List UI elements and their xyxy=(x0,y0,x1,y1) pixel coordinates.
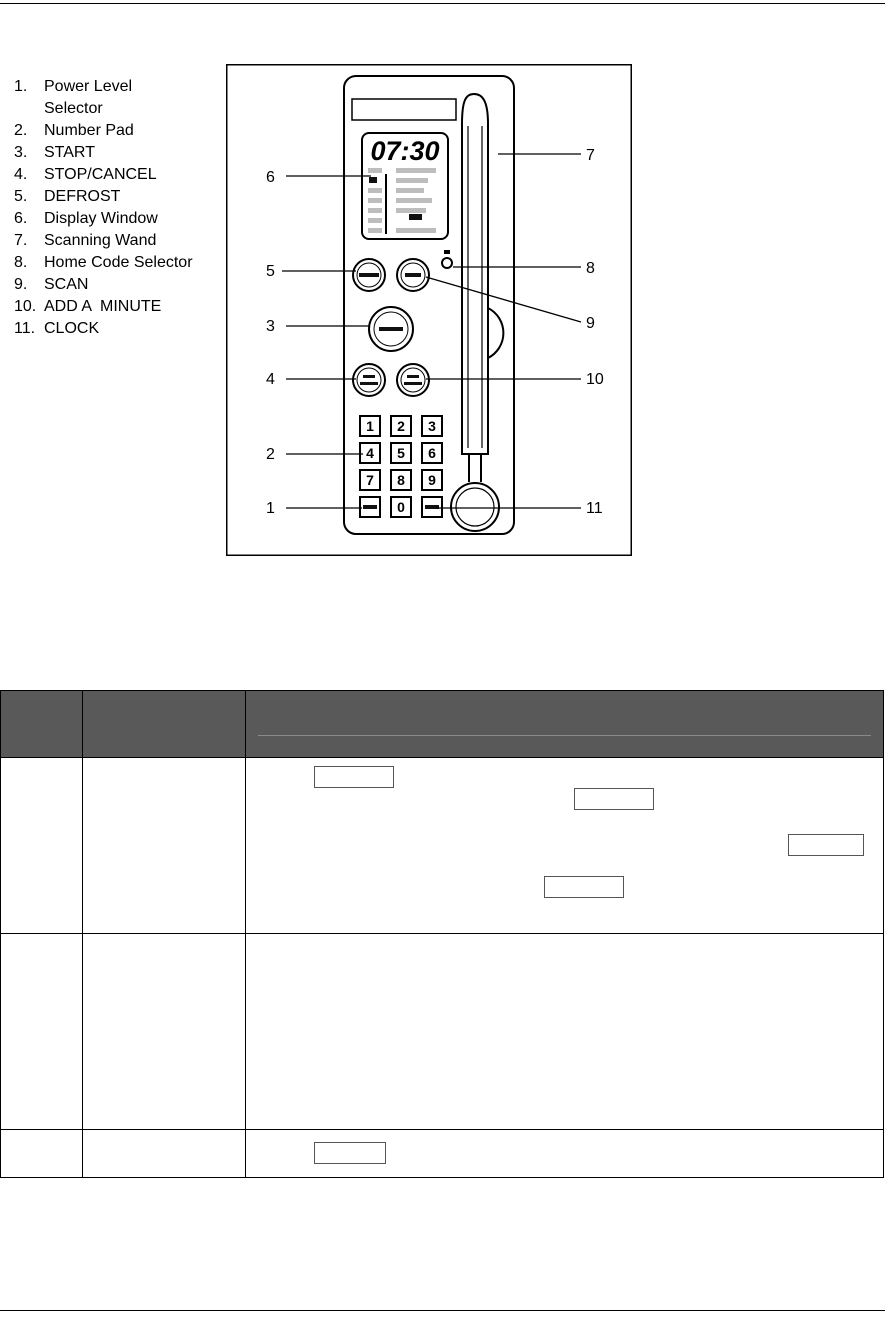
legend-label: Power Level Selector xyxy=(44,78,133,117)
header-cell xyxy=(1,691,83,758)
legend-label: Home Code Selector xyxy=(44,254,193,271)
callout-7: 7 xyxy=(586,147,595,164)
legend-label: STOP/CANCEL xyxy=(44,166,157,183)
legend-number: 1. xyxy=(14,78,28,95)
table-cell xyxy=(246,1130,884,1178)
key-label-box xyxy=(314,766,394,788)
legend-number: 11. xyxy=(14,320,36,337)
header-cell xyxy=(246,691,884,758)
legend-item xyxy=(14,318,224,340)
svg-text:8: 8 xyxy=(397,472,405,488)
svg-text:1: 1 xyxy=(366,418,374,434)
spec-table xyxy=(0,690,884,1178)
legend-number: 4. xyxy=(14,166,28,183)
legend-item xyxy=(14,252,224,274)
callout-5: 5 xyxy=(266,263,275,280)
callout-9: 9 xyxy=(586,315,595,332)
callout-11: 11 xyxy=(586,500,603,517)
legend-number: 3. xyxy=(14,144,28,161)
svg-text:4: 4 xyxy=(366,445,374,461)
legend-label: Number Pad xyxy=(44,122,134,139)
legend-item xyxy=(14,230,224,252)
stop-cancel-button[interactable] xyxy=(353,364,385,396)
legend-number: 6. xyxy=(14,210,28,227)
table-row xyxy=(1,934,884,1130)
legend-item xyxy=(14,120,224,142)
callout-4: 4 xyxy=(266,371,275,388)
table-row xyxy=(1,1130,884,1178)
display-time: 07:30 xyxy=(370,136,440,166)
table-cell xyxy=(1,934,83,1130)
table-row xyxy=(1,758,884,934)
start-button[interactable] xyxy=(369,307,413,351)
legend-number: 8. xyxy=(14,254,28,271)
key-0[interactable] xyxy=(391,497,411,517)
svg-text:2: 2 xyxy=(397,418,405,434)
scan-button[interactable] xyxy=(397,259,429,291)
legend-item xyxy=(14,274,224,296)
table-cell xyxy=(246,934,884,1130)
table-cell xyxy=(1,758,83,934)
svg-text:0: 0 xyxy=(397,499,405,515)
legend-item xyxy=(14,164,224,186)
bottom-rule xyxy=(0,1310,885,1311)
svg-text:3: 3 xyxy=(428,418,436,434)
key-label-box xyxy=(314,1142,386,1164)
callout-8: 8 xyxy=(586,260,595,277)
legend-item xyxy=(14,296,224,318)
display-window xyxy=(362,133,448,239)
legend-number: 10. xyxy=(14,298,37,315)
key-label-box xyxy=(544,876,624,898)
top-rule xyxy=(0,3,885,4)
power-key[interactable] xyxy=(360,497,380,517)
legend-label: Scanning Wand xyxy=(44,232,157,249)
legend-item xyxy=(14,76,224,120)
table-cell xyxy=(1,1130,83,1178)
callout-6: 6 xyxy=(266,169,275,186)
legend-number: 7. xyxy=(14,232,28,249)
key-8[interactable] xyxy=(391,470,411,490)
header-cell xyxy=(83,691,246,758)
legend-item xyxy=(14,186,224,208)
key-3[interactable] xyxy=(422,416,442,436)
legend-item xyxy=(14,142,224,164)
callout-2: 2 xyxy=(266,446,275,463)
key-6[interactable] xyxy=(422,443,442,463)
key-2[interactable] xyxy=(391,416,411,436)
table-cell xyxy=(83,934,246,1130)
legend-label: CLOCK xyxy=(44,320,100,337)
svg-text:5: 5 xyxy=(397,445,405,461)
key-4[interactable] xyxy=(360,443,380,463)
key-label-box xyxy=(788,834,864,856)
svg-text:6: 6 xyxy=(428,445,436,461)
key-7[interactable] xyxy=(360,470,380,490)
key-9[interactable] xyxy=(422,470,442,490)
callout-3: 3 xyxy=(266,318,275,335)
legend-label: SCAN xyxy=(44,276,89,293)
table-cell xyxy=(83,1130,246,1178)
key-5[interactable] xyxy=(391,443,411,463)
legend-list xyxy=(14,76,224,340)
table-header-row xyxy=(1,691,884,758)
table-cell xyxy=(246,758,884,934)
legend-item xyxy=(14,208,224,230)
panel-slot xyxy=(352,99,456,120)
svg-text:9: 9 xyxy=(428,472,436,488)
legend-number: 9. xyxy=(14,276,28,293)
legend-label: Display Window xyxy=(44,210,158,227)
key-1[interactable] xyxy=(360,416,380,436)
legend-label: START xyxy=(44,144,95,161)
callout-1: 1 xyxy=(266,500,275,517)
svg-text:7: 7 xyxy=(366,472,374,488)
legend-label: DEFROST xyxy=(44,188,121,205)
control-panel-diagram xyxy=(226,64,632,556)
clock-key[interactable] xyxy=(422,497,442,517)
add-a-minute-button[interactable] xyxy=(397,364,429,396)
table-cell xyxy=(83,758,246,934)
legend-label: ADD A MINUTE xyxy=(44,298,162,315)
header-underline xyxy=(258,735,871,736)
key-label-box xyxy=(574,788,654,810)
defrost-button[interactable] xyxy=(353,259,385,291)
legend-number: 2. xyxy=(14,122,28,139)
callout-10: 10 xyxy=(586,371,604,388)
legend-number: 5. xyxy=(14,188,28,205)
